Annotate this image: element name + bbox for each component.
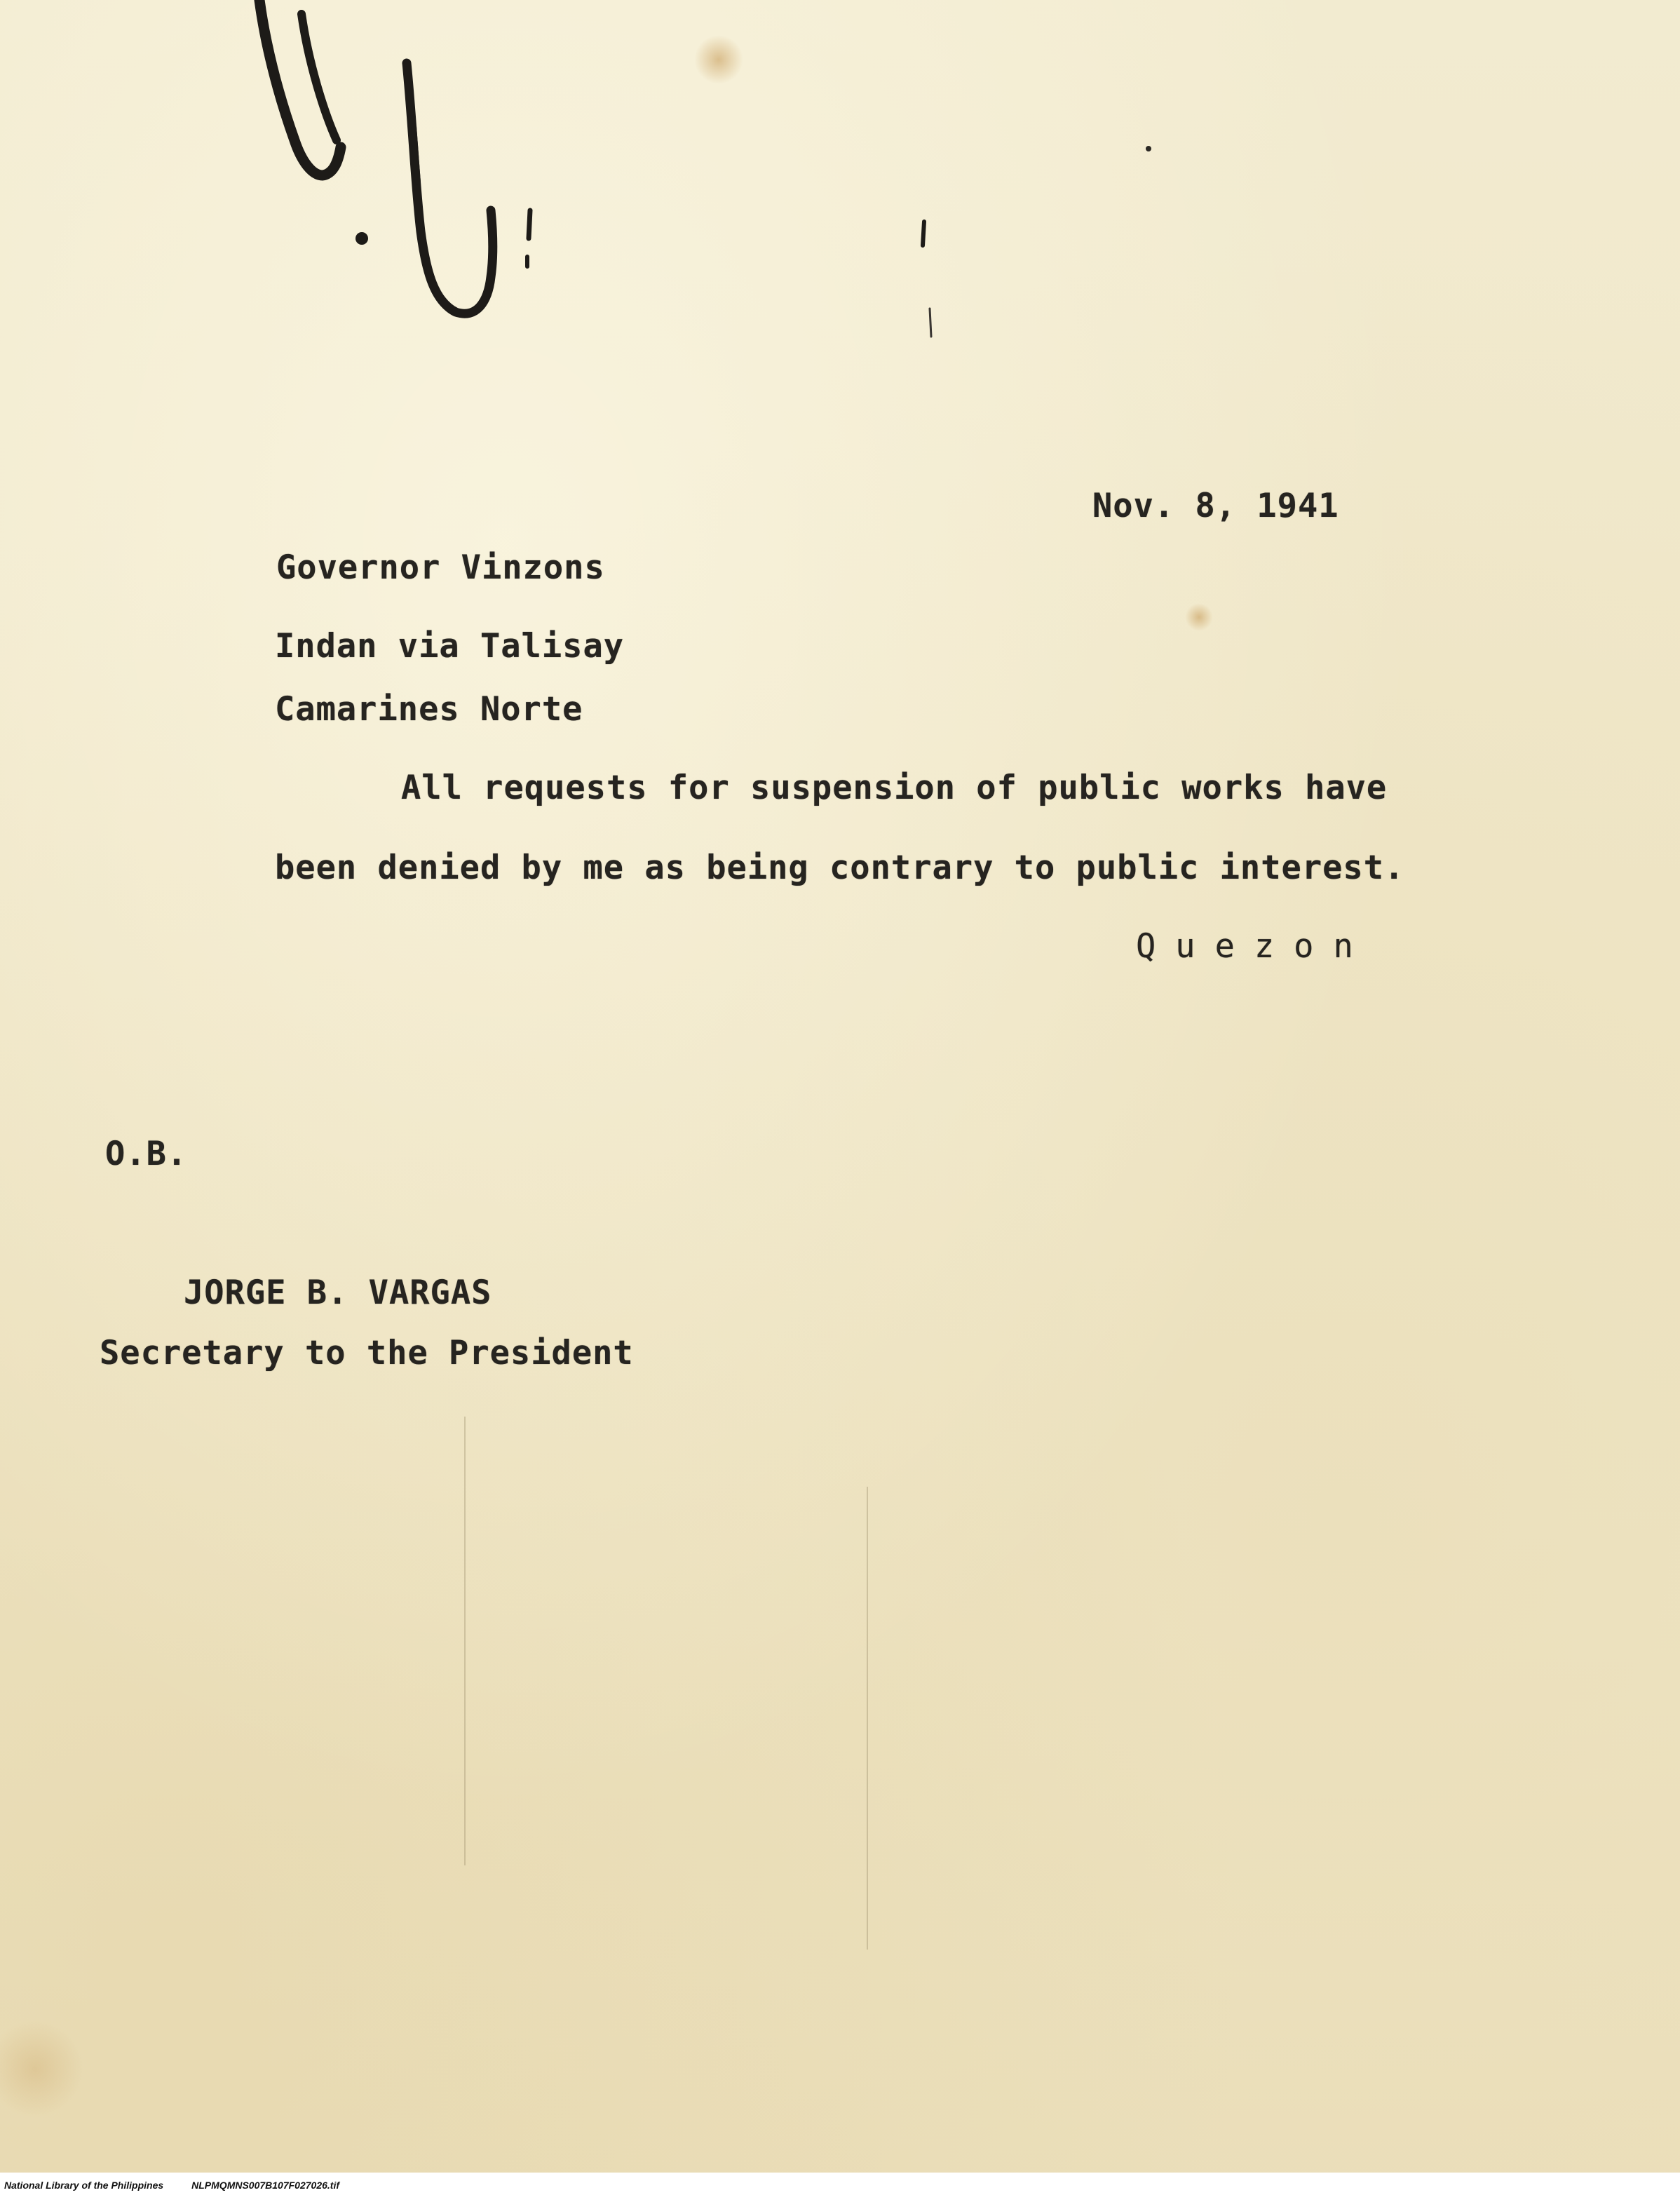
letter-date: Nov. 8, 1941 — [1092, 487, 1339, 525]
notation-ob: O.B. — [105, 1135, 188, 1173]
crease-line — [867, 1487, 868, 1950]
footer-file-name: NLPMQMNS007B107F027026.tif — [191, 2180, 340, 2191]
paper-stain — [1185, 603, 1213, 631]
addressee-name: Governor Vinzons — [276, 548, 605, 587]
footer-institution: National Library of the Philippines — [4, 2180, 164, 2191]
addressee-address-line-2: Camarines Norte — [275, 690, 583, 729]
addressee-address-line-1: Indan via Talisay — [275, 627, 625, 666]
sender-title: Secretary to the President — [100, 1334, 634, 1372]
paper-stain — [0, 2020, 84, 2118]
body-line-1: All requests for suspension of public works have — [401, 769, 1388, 807]
crease-line — [464, 1417, 466, 1865]
handwritten-pen-marks — [0, 0, 1680, 365]
signature-name: Quezon — [1136, 927, 1373, 966]
archive-footer-text — [4, 2180, 339, 2191]
sender-name: JORGE B. VARGAS — [184, 1274, 492, 1312]
body-line-2: been denied by me as being contrary to public interest. — [275, 849, 1405, 887]
